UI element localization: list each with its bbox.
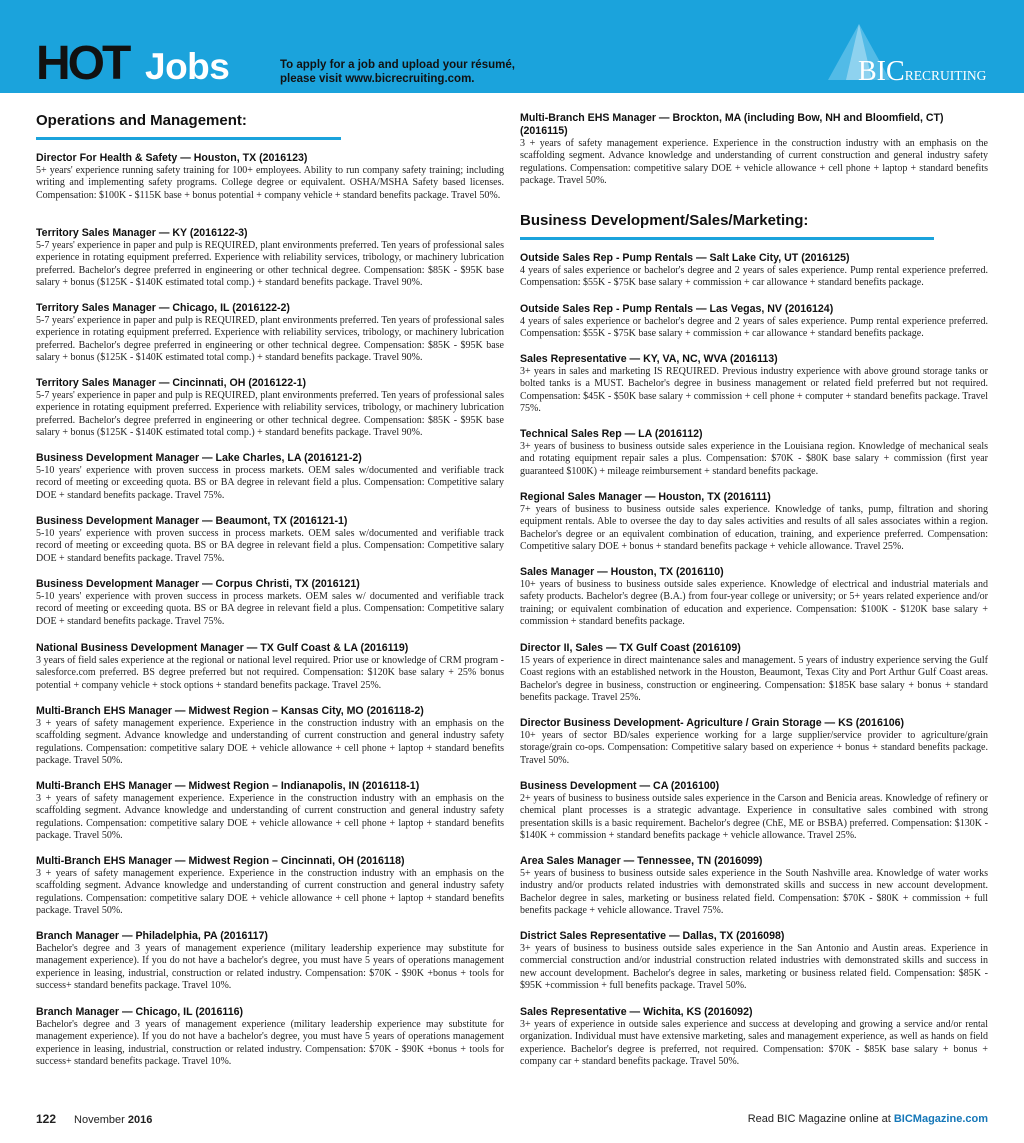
- page-footer-left: [36, 1112, 152, 1126]
- job-title: Territory Sales Manager — Chicago, IL (2016122-2): [36, 302, 290, 314]
- job-title: Business Development Manager — Beaumont, TX (2016121-1): [36, 515, 348, 527]
- apply-instructions: [280, 58, 515, 86]
- job-listing: [36, 930, 504, 993]
- job-description: 3 + years of safety management experience. Experience in the construction industry with an emphasis on the scaffolding segment. Advance knowledge and understanding of current construction and general industry safety regulations. Compensation: competitive salary DOE + vehicle allowance + cell phone + laptop + standard benefits package. Travel 50%.: [36, 868, 504, 917]
- job-listing: [36, 302, 504, 365]
- job-listing: [36, 642, 504, 692]
- job-description: 3+ years of experience in outside sales experience and success at developing and growing a service and/or rental organization. Individual must have extensive marketing, sales and management experience, as well as hands on field experience. Bachelor's degree is preferred, not required. Compensation: $70K - $85K base salary + bonus + company car + standard benefits package. Travel 50%.: [520, 1019, 988, 1068]
- page-footer-right: [748, 1113, 988, 1125]
- job-listing: [520, 353, 988, 416]
- job-description: 5-10 years' experience with proven success in process markets. OEM sales w/ documented and verifiable track record of meeting or exceeding quota. BS or BA degree in relevant field a plus. Compensation: Competitive salary DOE + standard benefits package. Travel 75%.: [36, 591, 504, 627]
- read-online-text: Read BIC Magazine online at: [747, 1113, 891, 1125]
- job-title: Business Development Manager — Lake Charles, LA (2016121-2): [36, 452, 362, 464]
- job-listing: [520, 930, 988, 993]
- job-listing: [36, 578, 504, 628]
- issue-month: November: [74, 1114, 125, 1126]
- magazine-link[interactable]: BICMagazine.com: [893, 1113, 988, 1125]
- job-description: 5-7 years' experience in paper and pulp is REQUIRED, plant environments preferred. Ten years of professional sales experience in rotating equipment preferred. Experience with reliability services, tribology, or machinery lubrication preferred. Bachelor's degree preferred in engineering or other technical degree. Compensation: $85K - $95K base salary + bonus ($125K - $140K estimated total comp.) + standard benefits package. Travel 90%.: [36, 390, 504, 439]
- job-title: Technical Sales Rep — LA (2016112): [520, 428, 703, 440]
- apply-line-1: To apply for a job and upload your résumé,: [280, 59, 515, 71]
- job-description: 4 years of sales experience or bachelor's degree and 2 years of sales experience. Pump rental experience preferred. Compensation: $55K - $75K base salary + commission + car allowance + standard benefits package.: [520, 265, 988, 289]
- section-rule-business-development: [520, 237, 934, 240]
- job-listing: [36, 152, 504, 202]
- logo-bic: BIC: [858, 56, 905, 87]
- header-banner: [0, 0, 1024, 93]
- job-listing: [520, 428, 988, 478]
- issue-year: 2016: [127, 1114, 153, 1126]
- job-listing: [520, 491, 988, 554]
- job-description: 3+ years of business to business outside sales experience in the Louisiana region. Knowledge of mechanical seals and rotating equipment repair sales a plus. Compensation: $70K - $80K base salary + commission (first year guaranteed $100K) + mileage reimbursement + standard benefits package.: [520, 441, 988, 477]
- logo-recruiting: RECRUITING: [904, 68, 987, 83]
- job-listing: [36, 452, 504, 502]
- job-listing: [36, 705, 504, 768]
- job-description: 3 years of field sales experience at the regional or national level required. Prior use or knowledge of CRM program - salesforce.com preferred. BS degree preferred but not required. Compensation: $120K base salary + 25% bonus potential + company vehicle + stock options + standard benefits package. Travel 25%.: [36, 655, 504, 691]
- job-description: 3+ years in sales and marketing IS REQUIRED. Previous industry experience with above ground storage tanks or bolted tanks is a MUST. Bachelor's degree in business management or related field preferred but not required. Compensation: $45K - $50K base salary + commission + cell phone + computer + standard benefits package. Travel 75%.: [520, 366, 988, 415]
- job-description: 5-10 years' experience with proven success in process markets. OEM sales w/documented and verifiable track record of meeting or exceeding quota. BS or BA degree in relevant field a plus. Compensation: Competitive salary DOE + standard benefits package. Travel 75%.: [36, 465, 504, 501]
- section-rule-operations: [36, 137, 341, 140]
- job-listing: [36, 1006, 504, 1069]
- section-title-business-development: Business Development/Sales/Marketing:: [520, 212, 809, 229]
- job-description: 5+ years of business to business outside sales experience in the South Nashville area. Knowledge of water works industry and/or products related industries with demonstrated skills and success in new account development. Bachelor degree in sales, marketing or business related field. Compensation: $70K - $80K + commission + full benefits package + vehicle allowance. Travel 75%.: [520, 868, 988, 917]
- hot-wordmark: HOT: [36, 37, 129, 90]
- job-description: 3 + years of safety management experience. Experience in the construction industry with an emphasis on the scaffolding segment. Advance knowledge and understanding of current construction and general industry safety regulations. Compensation: competitive salary DOE + vehicle allowance + cell phone + laptop + standard benefits package. Travel 50%.: [36, 793, 504, 842]
- job-title: Multi-Branch EHS Manager — Midwest Region – Indianapolis, IN (2016118-1): [36, 780, 420, 792]
- job-description: 3 + years of safety management experience. Experience in the construction industry with an emphasis on the scaffolding segment. Advance knowledge and understanding of current construction and general industry safety regulations. Compensation: competitive salary DOE + vehicle allowance + cell phone + laptop + standard benefits package. Travel 50%.: [520, 138, 988, 187]
- job-title: Multi-Branch EHS Manager — Brockton, MA (including Bow, NH and Bloomfield, CT) (2016115): [520, 112, 944, 137]
- job-title: Business Development — CA (2016100): [520, 780, 720, 792]
- job-title: Territory Sales Manager — Cincinnati, OH (2016122-1): [36, 377, 307, 389]
- job-title: District Sales Representative — Dallas, TX (2016098): [520, 930, 785, 942]
- job-description: 15 years of experience in direct maintenance sales and management. 5 years of industry experience serving the Gulf Coast regions with an established network in the Houston, Beaumont, Texas City and Port Arthur Gulf Coast areas. Bachelor's degree in business, construction or engineering. Compensation: $185K base salary + bonus + standard benefits package. Travel 25%.: [520, 655, 988, 704]
- job-title: Area Sales Manager — Tennessee, TN (2016099): [520, 855, 763, 867]
- job-title: Regional Sales Manager — Houston, TX (2016111): [520, 491, 771, 503]
- job-description: 5+ years' experience running safety training for 100+ employees. Ability to run company safety training; including writing and implementing safety programs. College degree or equivalent. OSHA/MSHA Safety based licenses. Compensation: $100K - $115K base + bonus potential + company vehicle + standard benefits package. Travel 50%.: [36, 165, 504, 201]
- job-title: Director For Health & Safety — Houston, TX (2016123): [36, 152, 308, 164]
- page-number: 122: [36, 1112, 57, 1126]
- job-listing: [520, 252, 988, 290]
- job-title: Territory Sales Manager — KY (2016122-3): [36, 227, 248, 239]
- jobs-wordmark: Jobs: [145, 46, 230, 87]
- job-listing: [520, 642, 988, 705]
- job-listing: [520, 717, 988, 767]
- job-title: Sales Manager — Houston, TX (2016110): [520, 566, 724, 578]
- job-title: Branch Manager — Chicago, IL (2016116): [36, 1006, 244, 1018]
- job-title: Outside Sales Rep - Pump Rentals — Las Vegas, NV (2016124): [520, 303, 834, 315]
- job-title: Sales Representative — KY, VA, NC, WVA (2016113): [520, 353, 778, 365]
- job-title: Outside Sales Rep - Pump Rentals — Salt Lake City, UT (2016125): [520, 252, 850, 264]
- job-title: National Business Development Manager — TX Gulf Coast & LA (2016119): [36, 642, 409, 654]
- job-description: 10+ years of sector BD/sales experience working for a large supplier/service provider to agriculture/grain storage/grain co-ops. Compensation: Competitive salary based on experience + bonus + standard benefits package. Travel 50%.: [520, 730, 988, 766]
- job-listing: [520, 780, 988, 843]
- job-description: 5-10 years' experience with proven success in process markets. OEM sales w/documented and verifiable track record of meeting or exceeding quota. BS or BA degree in relevant field a plus. Compensation: Competitive salary DOE + standard benefits package. Travel 75%.: [36, 528, 504, 564]
- job-description: 7+ years of business to business outside sales experience. Knowledge of tanks, pump, filtration and shoring equipment rentals. Able to oversee the day to day sales activities and results of all sales associates within a region. Bachelor's degree or an equivalent combination of education, training, and experience preferred. Compensation: Competitive salary DOE + bonus + standard benefits package + vehicle allowance. Travel 25%.: [520, 504, 988, 553]
- job-description: 2+ years of business to business outside sales experience in the Carson and Benicia areas. Knowledge of refinery or chemical plant processes is a strategic advantage. Experience in consultative sales combined with strong presentation skills is a basic requirement. Bachelor's degree (ChE, ME or BSBA) preferred. Compensation: $130K - $140K + commission + standard benefits package + vehicle allowance. Travel 25%.: [520, 793, 988, 842]
- job-description: 10+ years of business to business outside sales experience. Knowledge of electrical and industrial materials and safety products. Bachelor's degree (B.A.) from four-year college or university; or 5+ years related experience and/or training; or equivalent combination of education and experience. Compensation: $100K - $120K base salary + commission + standard benefits package.: [520, 579, 988, 628]
- job-description: 4 years of sales experience or bachelor's degree and 2 years of sales experience. Pump rental experience preferred. Compensation: $55K - $75K base salary + commission + car allowance + standard benefits package.: [520, 316, 988, 340]
- job-title: Multi-Branch EHS Manager — Midwest Region – Cincinnati, OH (2016118): [36, 855, 405, 867]
- job-listing: [520, 566, 988, 629]
- bic-recruiting-logo: [858, 57, 986, 87]
- job-description: Bachelor's degree and 3 years of management experience (military leadership experience may substitute for management experience). If you do not have a bachelor's degree, you must have 5 years of operations management experience in leasing, industrial, construction or related industry. Compensation: $70K - $90K +bonus + tools for success+ standard benefits package. Travel 10%.: [36, 1019, 504, 1068]
- job-description: 3 + years of safety management experience. Experience in the construction industry with an emphasis on the scaffolding segment. Advance knowledge and understanding of current construction and general industry safety regulations. Compensation: competitive salary DOE + vehicle allowance + cell phone + laptop + standard benefits package. Travel 50%.: [36, 718, 504, 767]
- job-title: Multi-Branch EHS Manager — Midwest Region – Kansas City, MO (2016118-2): [36, 705, 424, 717]
- section-title-operations: Operations and Management:: [36, 112, 247, 129]
- job-description: 5-7 years' experience in paper and pulp is REQUIRED, plant environments preferred. Ten years of professional sales experience in rotating equipment preferred. Experience with reliability services, tribology, or machinery lubrication preferred. Bachelor's degree preferred in engineering or other technical degree. Compensation: $85K - $95K base salary + bonus ($125K - $140K estimated total comp.) + standard benefits package. Travel 90%.: [36, 315, 504, 364]
- job-listing: [36, 377, 504, 440]
- job-title: Sales Representative — Wichita, KS (2016092): [520, 1006, 753, 1018]
- job-title: Director II, Sales — TX Gulf Coast (2016109): [520, 642, 741, 654]
- job-listing: [36, 227, 504, 290]
- job-listing: [36, 780, 504, 843]
- apply-line-2: please visit www.bicrecruiting.com.: [280, 73, 475, 85]
- job-description: 5-7 years' experience in paper and pulp is REQUIRED, plant environments preferred. Ten years of professional sales experience in rotating equipment preferred. Experience with reliability services, tribology, or machinery lubrication preferred. Bachelor's degree preferred in engineering or other technical degree. Compensation: $85K - $95K base salary + bonus ($125K - $140K estimated total comp.) + standard benefits package. Travel 90%.: [36, 240, 504, 289]
- job-title: Business Development Manager — Corpus Christi, TX (2016121): [36, 578, 360, 590]
- job-listing: [520, 1006, 988, 1069]
- job-listing: [520, 303, 988, 341]
- job-title: Director Business Development- Agriculture / Grain Storage — KS (2016106): [520, 717, 905, 729]
- job-title: Branch Manager — Philadelphia, PA (2016117): [36, 930, 268, 942]
- job-listing: [520, 855, 988, 918]
- job-listing: [36, 515, 504, 565]
- job-listing: [520, 112, 988, 188]
- job-listing: [36, 855, 504, 918]
- job-description: Bachelor's degree and 3 years of management experience (military leadership experience may substitute for management experience). If you do not have a bachelor's degree, you must have 5 years of operations management experience in leasing, industrial, construction or related industry. Compensation: $70K - $90K +bonus + tools for success+ standard benefits package. Travel 10%.: [36, 943, 504, 992]
- job-description: 3+ years of business to business outside sales experience in the San Antonio and Austin areas. Experience in commercial construction and/or industrial construction related industries with demonstrated skills and success in new account development. Bachelor's degree in sales, marketing or business related field. Compensation: $85K - $95K +commission + full benefits package. Travel 50%.: [520, 943, 988, 992]
